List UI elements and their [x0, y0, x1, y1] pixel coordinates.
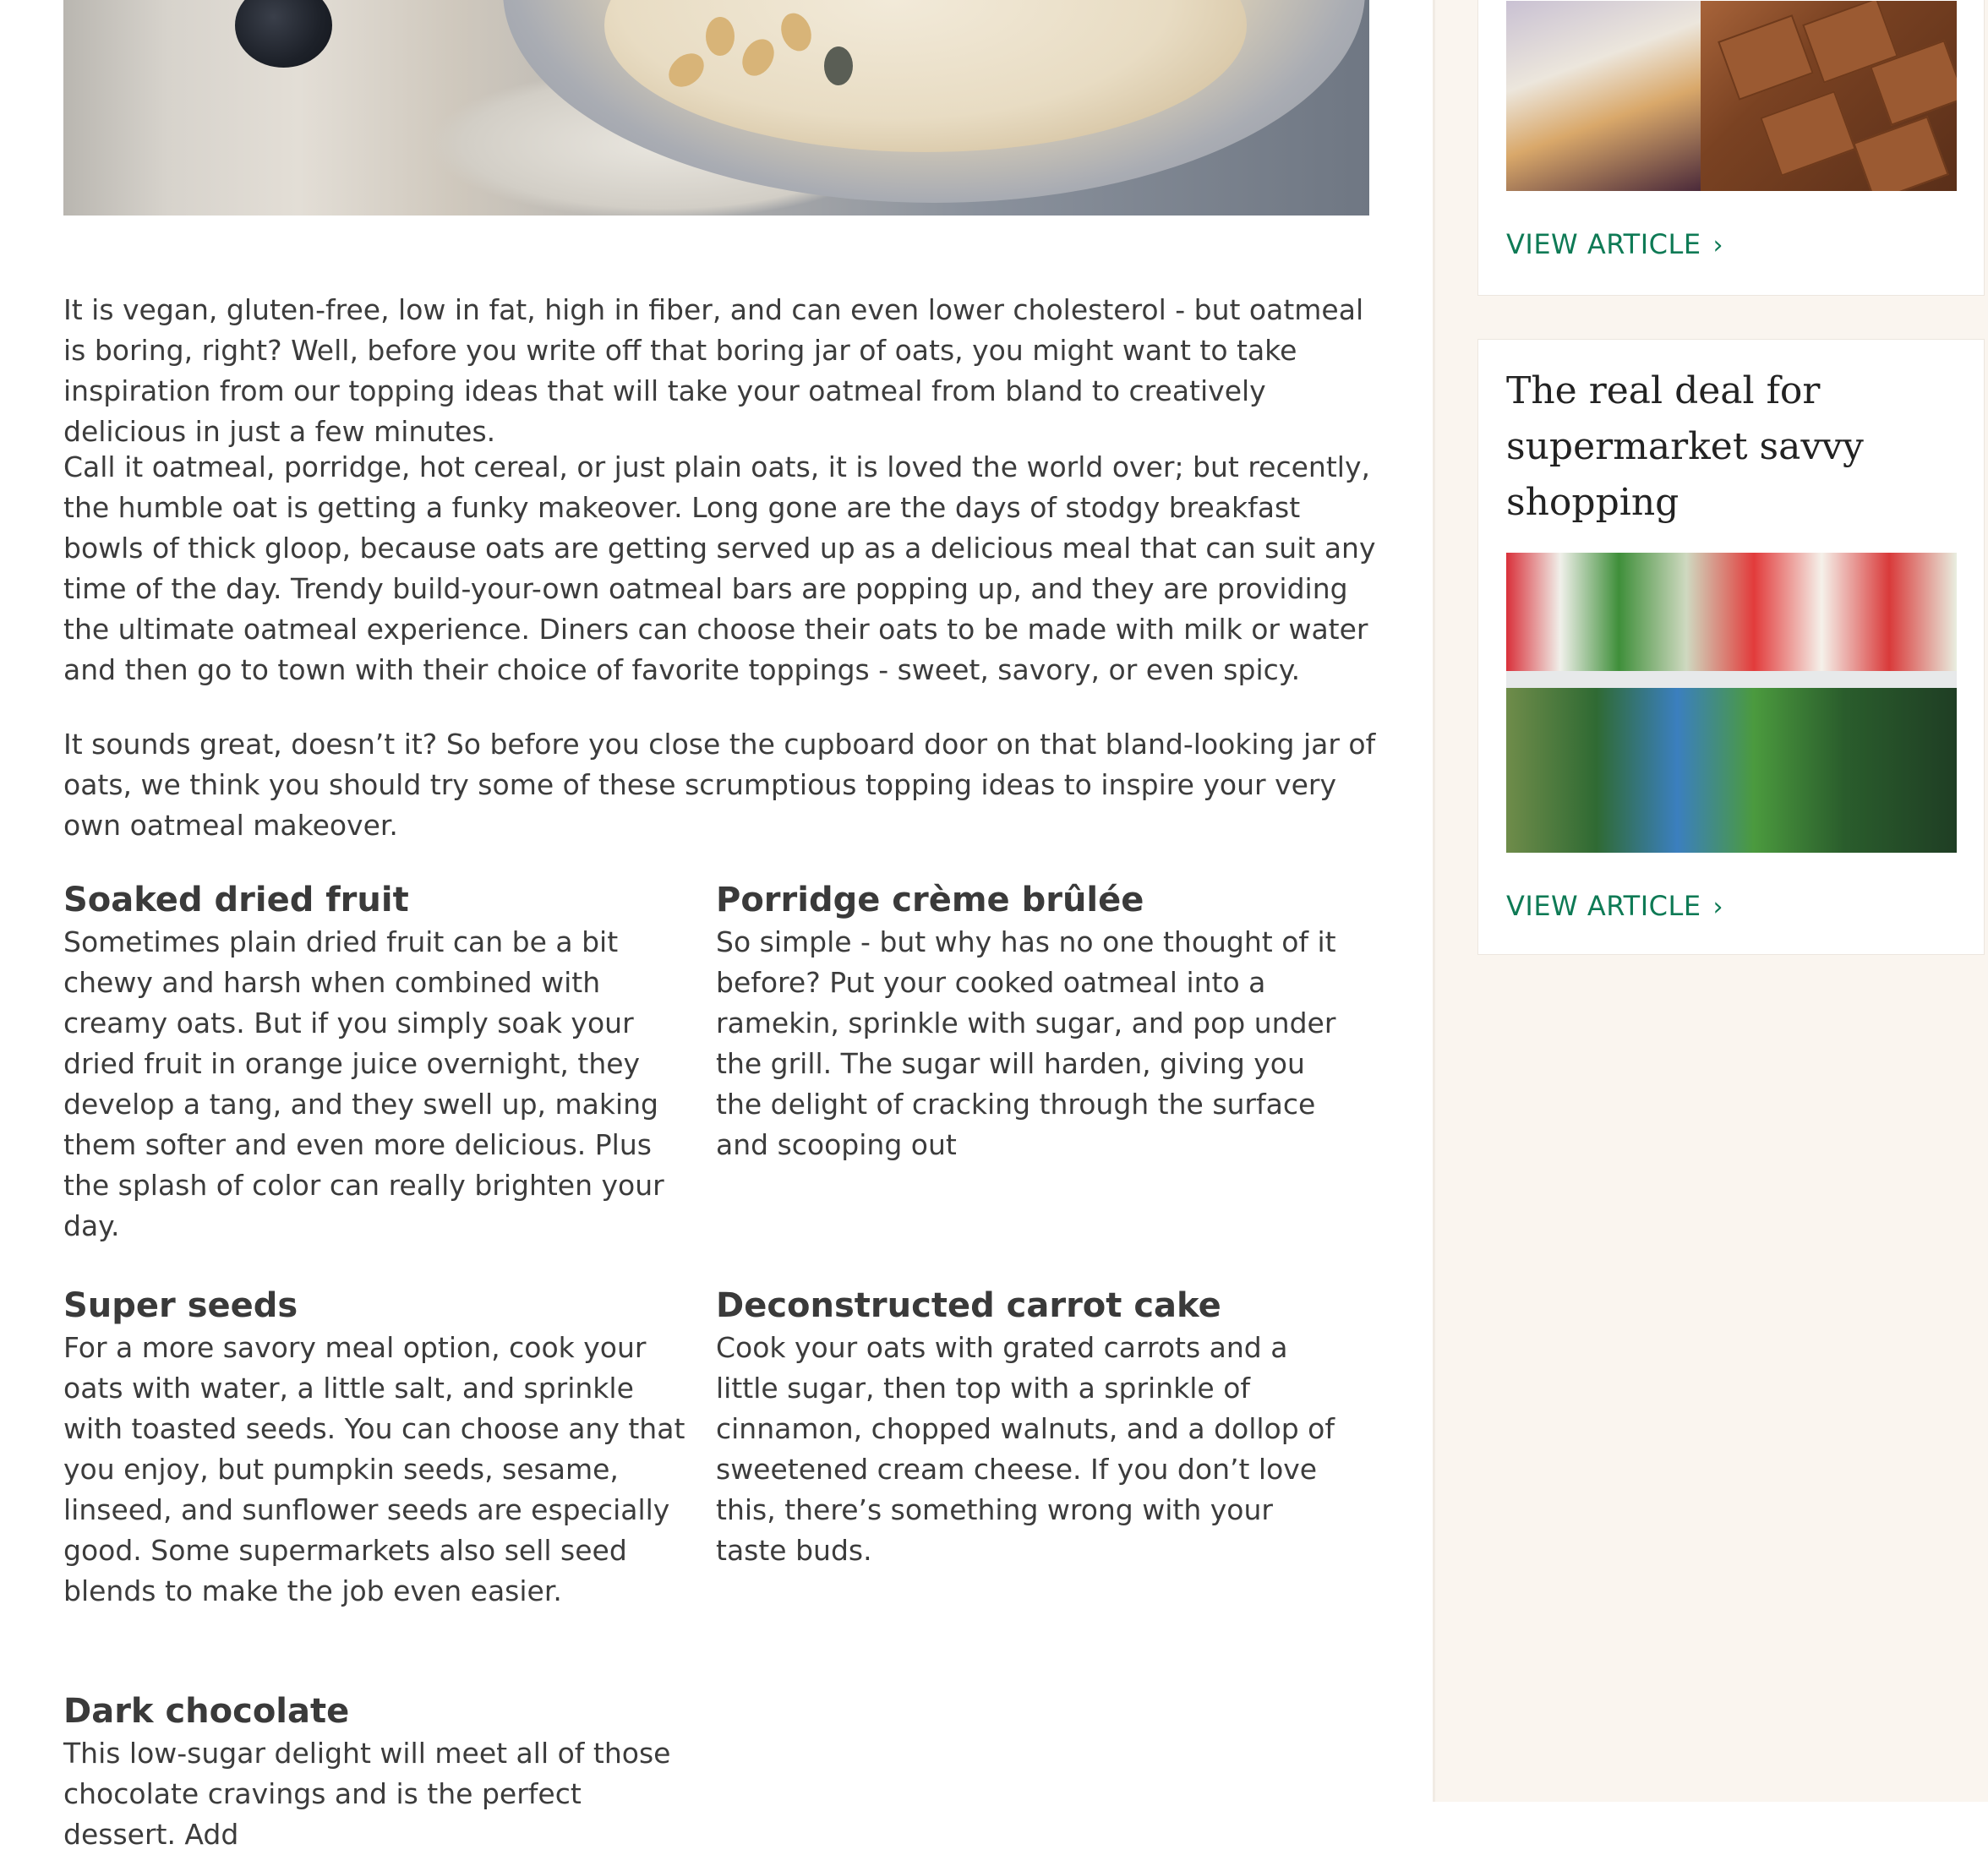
topping-text-creme-brulee: So simple - but why has no one thought of it before? Put your cooked oatmeal into a ramekin, sprinkle with sugar, and pop under the grill. The sugar will harden, giving you the delight of cracking through the surface and scooping out [716, 925, 1336, 1161]
supermarket-article-image[interactable] [1506, 553, 1957, 853]
sidebar-card-chocolate[interactable] [1477, 0, 1985, 296]
topping-title-carrot-cake: Deconstructed carrot cake [716, 1286, 1221, 1325]
oatmeal-hero-image [63, 0, 1369, 216]
chevron-right-icon: › [1712, 892, 1724, 922]
topping-text-carrot-cake: Cook your oats with grated carrots and a little sugar, then top with a sprinkle of cinnamon, chopped walnuts, and a dollop of sweetened cream cheese. If you don’t love this, there’s something wrong with your taste buds. [716, 1331, 1335, 1567]
topping-text-super-seeds: For a more savory meal option, cook your oats with water, a little salt, and sprinkle with toasted seeds. You can choose any that you enjoy, but pumpkin seeds, sesame, linseed, and sunflower seeds are especially good. Some supermarkets also sell seed blends to make the job even easier. [63, 1331, 685, 1607]
card-title-supermarket[interactable]: The real deal for supermarket savvy shopping [1506, 369, 1864, 524]
view-article-link[interactable] [1506, 889, 1723, 925]
topping-text-dark-chocolate: This low-sugar delight will meet all of those chocolate cravings and is the perfect dessert. Add [63, 1737, 671, 1851]
view-article-label: VIEW ARTICLE [1506, 228, 1701, 260]
view-article-link[interactable] [1506, 227, 1723, 263]
sidebar-card-supermarket[interactable] [1477, 339, 1985, 955]
view-article-label: VIEW ARTICLE [1506, 890, 1701, 922]
topping-title-dark-chocolate: Dark chocolate [63, 1692, 350, 1731]
topping-title-super-seeds: Super seeds [63, 1286, 298, 1325]
chocolate-article-image[interactable] [1506, 1, 1957, 191]
chevron-right-icon: › [1712, 231, 1724, 260]
topping-title-soaked-dried-fruit: Soaked dried fruit [63, 881, 409, 919]
intro-paragraph-1: It is vegan, gluten-free, low in fat, high in fiber, and can even lower cholesterol - but oatmeal is boring, right? Well, before you write off that boring jar of oats, you might want to take inspiration from our topping ideas that will take your oatmeal from bland to creatively delicious in just a few minutes. [63, 293, 1364, 448]
topping-text-soaked-dried-fruit: Sometimes plain dried fruit can be a bit chewy and harsh when combined with creamy oats. But if you simply soak your dried fruit in orange juice overnight, they develop a tang, and they swell up, making them softer and even more delicious. Plus the splash of color can really brighten your day. [63, 925, 664, 1242]
topping-title-creme-brulee: Porridge crème brûlée [716, 881, 1144, 919]
intro-paragraph-2: Call it oatmeal, porridge, hot cereal, or just plain oats, it is loved the world over; but recently, the humble oat is getting a funky makeover. Long gone are the days of stodgy breakfast bowls of thick gloop, because oats are getting served up as a delicious meal that can suit any time of the day. Trendy build-your-own oatmeal bars are popping up, and they are providing the ultimate oatmeal experience. Diners can choose their oats to be made with milk or water and then go to town with their choice of favorite toppings - sweet, savory, or even spicy. [63, 450, 1376, 686]
intro-paragraph-3: It sounds great, doesn’t it? So before you close the cupboard door on that bland-looking jar of oats, we think you should try some of these scrumptious topping ideas to inspire your very own oatmeal makeover. [63, 728, 1376, 842]
